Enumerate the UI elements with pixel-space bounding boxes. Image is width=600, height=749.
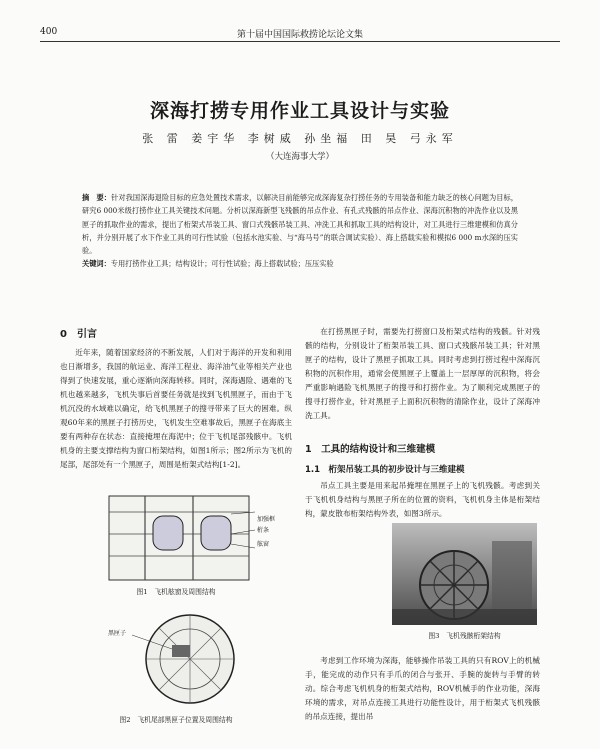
author-list: 张 雷 姜宇华 李树威 孙坐福 田 昊 弓永军 [142, 132, 458, 145]
abstract-block [82, 191, 518, 271]
section-1-1-heading: 1.1 桁架吊装工具的初步设计与三维建模 [305, 465, 465, 475]
header-rule [40, 41, 560, 42]
figure-1-caption: 图1 飞机舷窗及周围结构 [136, 588, 216, 596]
figure-3-photo [392, 523, 537, 625]
keywords-text: 专用打捞作业工具；结构设计；可行性试验；海上搭载试验；压压实验 [110, 259, 334, 269]
section-1-heading: 1 工具的结构设计和三维建模 [305, 444, 436, 455]
affiliation: （大连海事大学） [265, 152, 334, 162]
fig1-label-frame: 加强框 [257, 516, 276, 523]
page-number: 400 [40, 27, 58, 37]
fig1-label-stringer: 桁条 [257, 527, 270, 534]
abstract-label: 摘 要： [82, 193, 112, 202]
paper-title: 深海打捞专用作业工具设计与实验 [149, 100, 450, 122]
section-0-heading: 0 引言 [60, 329, 97, 340]
right-paragraph-2: 吊点工具主要是用来起吊掩埋在黑匣子上的飞机残骸。考虑到关于飞机机身结构与黑匣子所在的位置的资料，飞机机身主体是桁架结构，蒙皮散布桁架结构外表，如图3所示。 [305, 481, 540, 518]
abstract-text: 针对我国深海退险目标的应急处置技术需求，以解决目前能够完成深海复杂打捞任务的专用装备和能力缺乏的核心问题为目标，研究6 000米级打捞作业工具关键技术问题。分析以深海新型飞残骸的吊点作业、有孔式残骸的吊点作业、深海沉积物的冲洗作业以及黑匣子的抓取作业的需求，提出了桁架式吊装工具、窗口式残骸吊装工具、冲洗工具和抓取工具的结构设计，对工具进行三维建模和仿真分析，并分别开展了水下作业工具的可行性试验（包括水池实验、与“海马号”的联合调试实验）、海上搭载实验和模拟6 000 m水深的压实验。 [82, 193, 518, 256]
figure-2-caption: 图2 飞机尾部黑匣子位置及周围结构 [119, 716, 233, 724]
figure-1-drawing [105, 494, 255, 582]
fig1-label-window: 舷窗 [257, 541, 270, 548]
right-paragraph-1: 在打捞黑匣子时，需要先打捞窗口及桁架式结构的残骸。针对残骸的结构，分别设计了桁架吊装工具、窗口式残骸吊装工具；针对黑匣子的结构，设计了黑匣子抓取工具。同时考虑到打捞过程中深海沉积物的沉积作用，通常会使黑匣子上覆盖上一层厚厚的沉积物，将会严重影响遇险飞机黑匣子的搜寻和打捞作业。为了顺利完成黑匣子的搜寻打捞作业，针对黑匣子上面积沉积物的清除作业，设计了深海冲洗工具。 [305, 327, 540, 420]
figure-2-drawing [120, 605, 250, 705]
figure-3-caption: 图3 飞机残骸桁架结构 [428, 632, 501, 640]
intro-paragraph: 近年来，随着国家经济的不断发展，人们对于海洋的开发和利用也日渐增多，我国的航运业、海洋工程业、海洋油气业等相关产业也得到了快速发展，重心逐渐向深海转移。同时，深海遇险、遇难的飞机也越来越多，飞机失事后首要任务就是找到飞机黑匣子，而由于飞机沉没的水域难以确定，给飞机黑匣子的搜寻带来了巨大的困难。纵观60年来的黑匣子打捞历史，飞机发生空难事故后，黑匣子在海底主要有两种存在状态：直接掩埋在海泥中；位于飞机尾部残骸中。飞机机身的主要支撑结构为窗口桁架结构，如图1所示；图2所示为飞机的尾部，尾部处有一个黑匣子，周围是桁架式结构[1-2]。 [60, 348, 292, 469]
conference-title: 第十届中国国际救捞论坛论文集 [236, 30, 363, 40]
fig2-label-blackbox: 黑匣子 [108, 630, 127, 637]
keywords-label: 关键词： [82, 259, 111, 269]
right-paragraph-3: 考虑到工作环境为深海，能够操作吊装工具的只有ROV上的机械手，能完成的动作只有手爪的闭合与张开、手腕的旋转与手臂的转动。综合考虑飞机机身的桁架式结构，ROV机械手的作业功能，深海环境的需求，对吊点连接工具进行功能性设计，用于桁架式飞机残骸的吊点连接，提出吊 [305, 656, 540, 721]
